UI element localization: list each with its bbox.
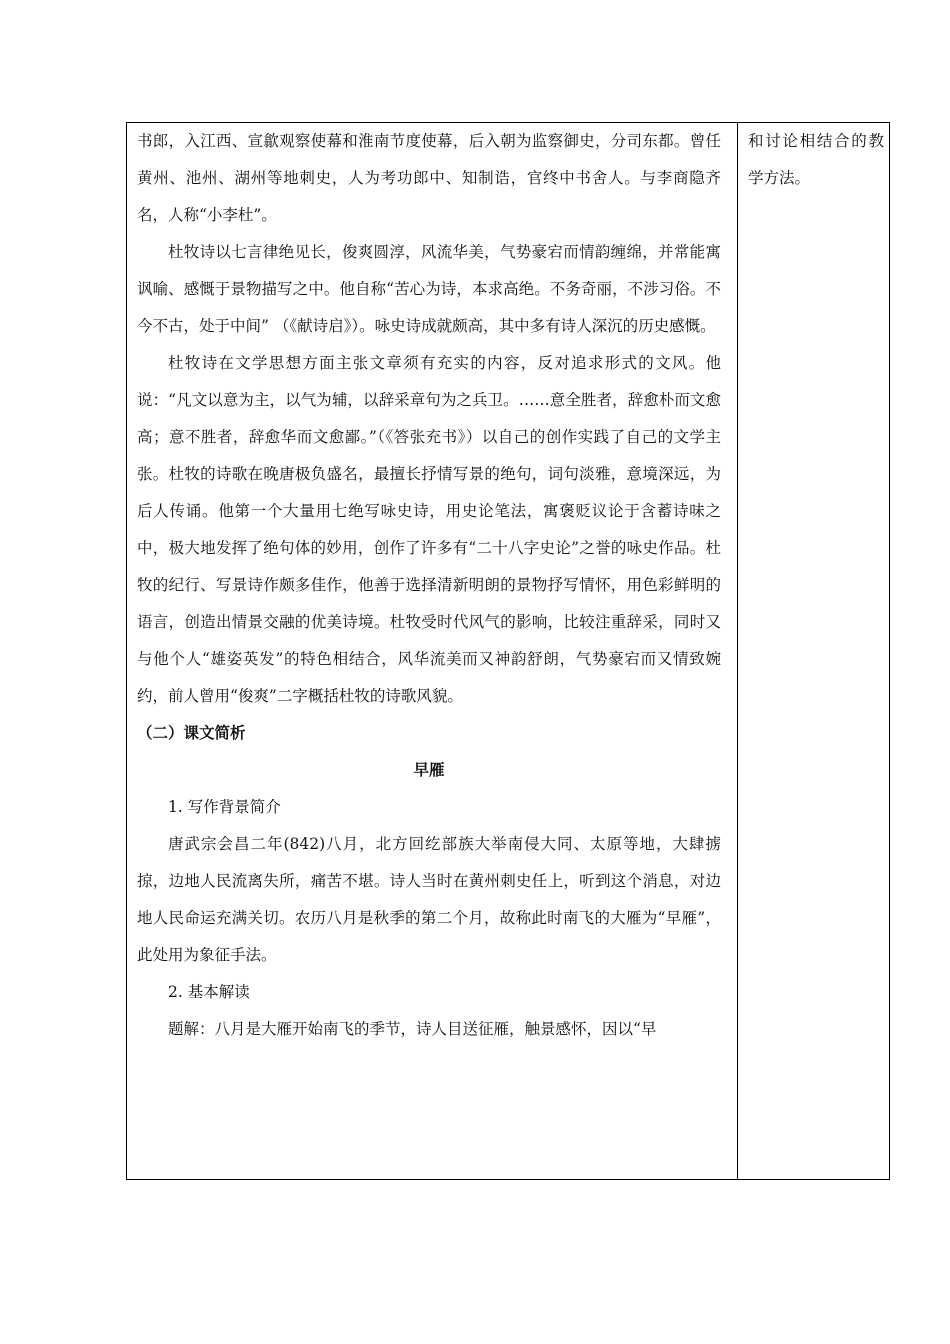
method-column [738, 123, 890, 197]
column-divider [737, 123, 738, 1179]
lesson-table [126, 122, 890, 1180]
content-column [127, 123, 737, 1048]
section-heading: （二）课文简析 [137, 724, 246, 742]
teaching-method-note: 和讨论相结合的教学方法。 [748, 132, 884, 187]
poetry-style-paragraph: 杜牧诗以七言律绝见长，俊爽圆淳，风流华美，气势豪宕而情韵缠绵，并常能寓讽喻、感慨于景物描写之中。他自称“苦心为诗，本求高绝。不务奇丽，不涉习俗。不今不古，处于中间” （《献诗启》）。咏史诗成就颇高，其中多有诗人深沉的历史感慨。 [137, 243, 721, 335]
biography-paragraph: 书郎，入江西、宣歙观察使幕和淮南节度使幕，后入朝为监察御史，分司东都。曾任黄州、池州、湖州等地刺史，人为考功郎中、知制诰，官终中书舍人。与李商隐齐名，人称“小李杜”。 [137, 132, 721, 224]
literary-thought-paragraph: 杜牧诗在文学思想方面主张文章须有充实的内容，反对追求形式的文风。他说：“凡文以意为主，以气为辅，以辞采章句为之兵卫。……意全胜者，辞愈朴而文愈高；意不胜者，辞愈华而文愈鄙。”（《答张充书》）以自己的创作实践了自己的文学主张。杜牧的诗歌在晚唐极负盛名，最擅长抒情写景的绝句，词句淡雅，意境深远，为后人传诵。他第一个大量用七绝写咏史诗，用史论笔法，寓褒贬议论于含蓄诗味之中，极大地发挥了绝句体的妙用，创作了许多有“二十八字史论”之誉的咏史作品。杜牧的纪行、写景诗作颇多佳作，他善于选择清新明朗的景物抒写情怀，用色彩鲜明的语言，创造出情景交融的优美诗境。杜牧受时代风气的影响，比较注重辞采，同时又与他个人“雄姿英发”的特色相结合，风华流美而又神韵舒朗，气势豪宕而又情致婉约，前人曾用“俊爽”二字概括杜牧的诗歌风貌。 [137, 354, 721, 705]
poem-title: 早雁 [413, 761, 445, 779]
title-explanation-paragraph: 题解：八月是大雁开始南飞的季节，诗人目送征雁，触景感怀，因以“早 [168, 1020, 657, 1038]
background-subheading: 1. 写作背景简介 [168, 798, 281, 816]
background-paragraph: 唐武宗会昌二年(842)八月，北方回纥部族大举南侵大同、太原等地，大肆掳掠，边地人民流离失所，痛苦不堪。诗人当时在黄州刺史任上，听到这个消息，对边地人民命运充满关切。农历八月是秋季的第二个月，故称此时南飞的大雁为“早雁”，此处用为象征手法。 [137, 835, 721, 964]
reading-subheading: 2. 基本解读 [168, 983, 250, 1001]
